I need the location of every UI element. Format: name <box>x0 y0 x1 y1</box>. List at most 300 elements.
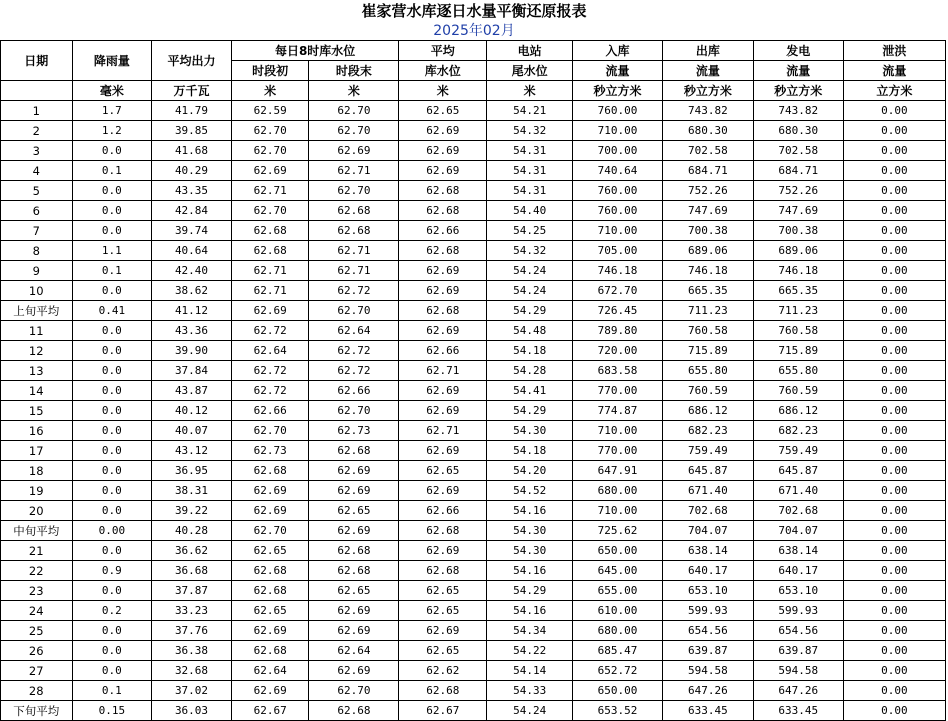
table-cell: 38.62 <box>152 281 232 301</box>
table-cell: 650.00 <box>573 681 663 701</box>
table-cell: 54.29 <box>487 581 573 601</box>
table-cell: 715.89 <box>662 341 753 361</box>
table-cell: 62.72 <box>231 321 309 341</box>
table-cell: 41.12 <box>152 301 232 321</box>
table-row <box>1 101 946 121</box>
table-cell: 36.38 <box>152 641 232 661</box>
header-station-bottom: 尾水位 <box>487 61 573 81</box>
table-cell: 0.0 <box>72 481 152 501</box>
table-cell: 0.00 <box>843 341 945 361</box>
table-cell: 62.70 <box>309 181 399 201</box>
table-row <box>1 441 946 461</box>
table-cell: 62.66 <box>399 341 487 361</box>
table-row <box>1 401 946 421</box>
table-cell: 760.00 <box>573 201 663 221</box>
table-cell: 702.58 <box>662 141 753 161</box>
table-cell: 62.72 <box>231 381 309 401</box>
table-cell: 711.23 <box>753 301 843 321</box>
table-cell: 62.71 <box>309 161 399 181</box>
header-power-top: 发电 <box>753 41 843 61</box>
table-cell: 54.25 <box>487 221 573 241</box>
table-row <box>1 501 946 521</box>
table-cell: 62.69 <box>231 481 309 501</box>
table-cell: 0.0 <box>72 641 152 661</box>
row-label-cell: 27 <box>1 661 73 681</box>
table-row <box>1 641 946 661</box>
table-cell: 40.28 <box>152 521 232 541</box>
table-cell: 0.0 <box>72 401 152 421</box>
table-cell: 54.30 <box>487 541 573 561</box>
table-cell: 54.20 <box>487 461 573 481</box>
table-cell: 62.68 <box>309 561 399 581</box>
unit-cell: 米 <box>309 81 399 101</box>
table-cell: 0.00 <box>843 301 945 321</box>
row-label-cell: 6 <box>1 201 73 221</box>
table-cell: 682.23 <box>662 421 753 441</box>
table-cell: 0.00 <box>843 161 945 181</box>
table-cell: 645.87 <box>753 461 843 481</box>
table-cell: 54.30 <box>487 421 573 441</box>
table-cell: 0.00 <box>843 421 945 441</box>
table-cell: 36.95 <box>152 461 232 481</box>
table-cell: 62.65 <box>399 101 487 121</box>
table-cell: 62.66 <box>399 221 487 241</box>
row-label-cell: 25 <box>1 621 73 641</box>
table-cell: 62.68 <box>231 641 309 661</box>
table-cell: 740.64 <box>573 161 663 181</box>
table-cell: 54.31 <box>487 141 573 161</box>
table-cell: 62.69 <box>399 401 487 421</box>
table-cell: 759.49 <box>662 441 753 461</box>
table-cell: 62.70 <box>231 521 309 541</box>
table-cell: 62.69 <box>399 541 487 561</box>
table-cell: 0.0 <box>72 321 152 341</box>
table-cell: 62.67 <box>399 701 487 721</box>
header-avg-level-top: 平均 <box>399 41 487 61</box>
table-cell: 684.71 <box>753 161 843 181</box>
table-cell: 720.00 <box>573 341 663 361</box>
table-cell: 0.9 <box>72 561 152 581</box>
table-cell: 37.02 <box>152 681 232 701</box>
table-cell: 62.69 <box>309 521 399 541</box>
row-label-cell: 4 <box>1 161 73 181</box>
header-power-bottom: 流量 <box>753 61 843 81</box>
table-cell: 774.87 <box>573 401 663 421</box>
table-cell: 62.68 <box>399 681 487 701</box>
table-cell: 62.70 <box>231 121 309 141</box>
table-cell: 655.00 <box>573 581 663 601</box>
table-cell: 747.69 <box>753 201 843 221</box>
table-cell: 62.64 <box>231 341 309 361</box>
table-cell: 39.74 <box>152 221 232 241</box>
table-cell: 62.69 <box>309 461 399 481</box>
header-station-top: 电站 <box>487 41 573 61</box>
table-row <box>1 581 946 601</box>
table-cell: 54.52 <box>487 481 573 501</box>
table-cell: 710.00 <box>573 121 663 141</box>
table-cell: 62.68 <box>309 441 399 461</box>
unit-cell-blank <box>1 81 73 101</box>
table-cell: 62.72 <box>309 281 399 301</box>
row-label-cell: 26 <box>1 641 73 661</box>
table-cell: 711.23 <box>662 301 753 321</box>
table-cell: 702.68 <box>753 501 843 521</box>
summary-row <box>1 701 946 721</box>
table-cell: 62.68 <box>309 201 399 221</box>
table-cell: 32.68 <box>152 661 232 681</box>
table-cell: 647.91 <box>573 461 663 481</box>
header-level-group: 每日8时库水位 <box>231 41 399 61</box>
table-cell: 62.69 <box>309 481 399 501</box>
table-cell: 62.68 <box>399 181 487 201</box>
row-label-cell: 20 <box>1 501 73 521</box>
table-cell: 686.12 <box>662 401 753 421</box>
row-label-cell: 28 <box>1 681 73 701</box>
row-label-cell: 3 <box>1 141 73 161</box>
table-cell: 62.69 <box>399 621 487 641</box>
table-cell: 655.80 <box>662 361 753 381</box>
table-cell: 689.06 <box>662 241 753 261</box>
row-label-cell: 5 <box>1 181 73 201</box>
table-cell: 640.17 <box>753 561 843 581</box>
table-row <box>1 541 946 561</box>
table-cell: 40.64 <box>152 241 232 261</box>
table-cell: 0.0 <box>72 661 152 681</box>
report-title: 崔家营水库逐日水量平衡还原报表 <box>361 2 587 20</box>
table-cell: 62.68 <box>231 241 309 261</box>
table-cell: 54.16 <box>487 601 573 621</box>
table-cell: 62.68 <box>399 561 487 581</box>
table-cell: 640.17 <box>662 561 753 581</box>
table-cell: 0.00 <box>843 561 945 581</box>
table-cell: 760.59 <box>662 381 753 401</box>
table-cell: 40.29 <box>152 161 232 181</box>
table-row <box>1 681 946 701</box>
table-cell: 62.68 <box>309 541 399 561</box>
table-cell: 759.49 <box>753 441 843 461</box>
unit-cell: 米 <box>231 81 309 101</box>
table-cell: 62.65 <box>231 601 309 621</box>
table-cell: 760.00 <box>573 181 663 201</box>
table-cell: 37.84 <box>152 361 232 381</box>
header-rainfall: 降雨量 <box>72 41 152 81</box>
table-cell: 0.0 <box>72 421 152 441</box>
table-cell: 54.18 <box>487 441 573 461</box>
table-cell: 0.00 <box>843 461 945 481</box>
table-cell: 62.65 <box>399 581 487 601</box>
header-inflow-top: 入库 <box>573 41 663 61</box>
table-cell: 702.68 <box>662 501 753 521</box>
table-cell: 633.45 <box>753 701 843 721</box>
table-cell: 599.93 <box>753 601 843 621</box>
row-label-cell: 1 <box>1 101 73 121</box>
table-cell: 760.00 <box>573 101 663 121</box>
row-label-cell: 17 <box>1 441 73 461</box>
table-cell: 752.26 <box>753 181 843 201</box>
table-cell: 62.59 <box>231 101 309 121</box>
table-cell: 62.72 <box>309 341 399 361</box>
table-row <box>1 121 946 141</box>
table-cell: 760.58 <box>753 321 843 341</box>
row-label-cell: 22 <box>1 561 73 581</box>
table-cell: 653.10 <box>662 581 753 601</box>
table-row <box>1 561 946 581</box>
table-cell: 62.71 <box>231 281 309 301</box>
header-row-1 <box>1 41 946 61</box>
water-balance-table <box>0 40 946 721</box>
table-cell: 54.31 <box>487 181 573 201</box>
table-cell: 715.89 <box>753 341 843 361</box>
table-cell: 62.64 <box>231 661 309 681</box>
table-cell: 704.07 <box>753 521 843 541</box>
table-cell: 54.16 <box>487 561 573 581</box>
table-cell: 639.87 <box>753 641 843 661</box>
table-row <box>1 241 946 261</box>
table-cell: 680.30 <box>753 121 843 141</box>
table-cell: 0.1 <box>72 681 152 701</box>
table-cell: 54.16 <box>487 501 573 521</box>
table-cell: 39.85 <box>152 121 232 141</box>
table-cell: 54.34 <box>487 621 573 641</box>
table-cell: 54.14 <box>487 661 573 681</box>
table-cell: 654.56 <box>662 621 753 641</box>
table-cell: 0.00 <box>843 541 945 561</box>
table-cell: 62.69 <box>399 121 487 141</box>
table-cell: 54.24 <box>487 261 573 281</box>
table-cell: 62.69 <box>399 281 487 301</box>
table-cell: 686.12 <box>753 401 843 421</box>
table-cell: 650.00 <box>573 541 663 561</box>
table-cell: 54.32 <box>487 121 573 141</box>
table-cell: 62.65 <box>309 581 399 601</box>
table-row <box>1 481 946 501</box>
table-cell: 760.58 <box>662 321 753 341</box>
table-cell: 710.00 <box>573 501 663 521</box>
table-row <box>1 281 946 301</box>
table-cell: 700.00 <box>573 141 663 161</box>
table-cell: 671.40 <box>662 481 753 501</box>
table-cell: 653.10 <box>753 581 843 601</box>
table-cell: 38.31 <box>152 481 232 501</box>
table-cell: 62.69 <box>231 621 309 641</box>
table-cell: 638.14 <box>753 541 843 561</box>
table-cell: 0.00 <box>843 661 945 681</box>
table-cell: 62.71 <box>399 421 487 441</box>
table-cell: 0.00 <box>843 521 945 541</box>
table-cell: 37.87 <box>152 581 232 601</box>
table-cell: 62.64 <box>309 321 399 341</box>
table-cell: 746.18 <box>753 261 843 281</box>
table-cell: 680.30 <box>662 121 753 141</box>
table-cell: 743.82 <box>753 101 843 121</box>
row-label-cell: 21 <box>1 541 73 561</box>
table-row <box>1 221 946 241</box>
table-cell: 62.68 <box>399 301 487 321</box>
table-row <box>1 461 946 481</box>
table-cell: 0.0 <box>72 341 152 361</box>
table-cell: 41.79 <box>152 101 232 121</box>
table-cell: 62.70 <box>309 301 399 321</box>
unit-cell: 米 <box>487 81 573 101</box>
table-cell: 725.62 <box>573 521 663 541</box>
table-cell: 700.38 <box>753 221 843 241</box>
table-cell: 645.00 <box>573 561 663 581</box>
table-cell: 594.58 <box>662 661 753 681</box>
table-cell: 54.33 <box>487 681 573 701</box>
table-cell: 599.93 <box>662 601 753 621</box>
table-cell: 62.68 <box>231 461 309 481</box>
table-cell: 62.66 <box>231 401 309 421</box>
table-cell: 0.00 <box>843 141 945 161</box>
table-cell: 62.69 <box>231 681 309 701</box>
table-cell: 54.21 <box>487 101 573 121</box>
unit-cell: 毫米 <box>72 81 152 101</box>
table-row <box>1 341 946 361</box>
table-cell: 671.40 <box>753 481 843 501</box>
table-cell: 54.24 <box>487 281 573 301</box>
table-cell: 0.0 <box>72 581 152 601</box>
unit-cell: 万千瓦 <box>152 81 232 101</box>
table-cell: 33.23 <box>152 601 232 621</box>
header-level-end: 时段末 <box>309 61 399 81</box>
table-cell: 62.68 <box>399 521 487 541</box>
table-cell: 62.65 <box>231 541 309 561</box>
table-cell: 770.00 <box>573 381 663 401</box>
header-inflow-bottom: 流量 <box>573 61 663 81</box>
header-date: 日期 <box>1 41 73 81</box>
table-cell: 0.0 <box>72 461 152 481</box>
row-label-cell: 8 <box>1 241 73 261</box>
table-cell: 680.00 <box>573 621 663 641</box>
table-row <box>1 621 946 641</box>
table-cell: 54.28 <box>487 361 573 381</box>
table-cell: 62.65 <box>399 461 487 481</box>
table-cell: 594.58 <box>753 661 843 681</box>
table-cell: 665.35 <box>662 281 753 301</box>
header-avg-output: 平均出力 <box>152 41 232 81</box>
table-cell: 62.69 <box>309 621 399 641</box>
table-row <box>1 201 946 221</box>
table-cell: 54.29 <box>487 301 573 321</box>
table-cell: 43.12 <box>152 441 232 461</box>
table-row <box>1 661 946 681</box>
table-cell: 0.00 <box>843 621 945 641</box>
row-label-cell: 下旬平均 <box>1 701 73 721</box>
table-row <box>1 181 946 201</box>
table-cell: 62.69 <box>399 441 487 461</box>
table-cell: 0.0 <box>72 381 152 401</box>
table-row <box>1 381 946 401</box>
table-cell: 62.69 <box>399 141 487 161</box>
table-cell: 746.18 <box>662 261 753 281</box>
row-label-cell: 上旬平均 <box>1 301 73 321</box>
table-row <box>1 261 946 281</box>
table-cell: 54.32 <box>487 241 573 261</box>
table-cell: 710.00 <box>573 421 663 441</box>
table-cell: 0.00 <box>843 401 945 421</box>
table-cell: 746.18 <box>573 261 663 281</box>
table-cell: 633.45 <box>662 701 753 721</box>
table-cell: 62.70 <box>231 141 309 161</box>
table-cell: 0.00 <box>843 241 945 261</box>
header-outflow-top: 出库 <box>662 41 753 61</box>
table-cell: 0.00 <box>843 281 945 301</box>
table-cell: 62.69 <box>231 501 309 521</box>
table-cell: 0.00 <box>843 361 945 381</box>
table-cell: 62.70 <box>309 101 399 121</box>
table-cell: 0.15 <box>72 701 152 721</box>
header-avg-level-bottom: 库水位 <box>399 61 487 81</box>
table-row <box>1 601 946 621</box>
table-cell: 62.73 <box>231 441 309 461</box>
table-cell: 39.90 <box>152 341 232 361</box>
report-period: 2025年02月 <box>433 23 515 39</box>
table-cell: 54.48 <box>487 321 573 341</box>
table-cell: 647.26 <box>662 681 753 701</box>
table-cell: 638.14 <box>662 541 753 561</box>
table-cell: 62.68 <box>309 701 399 721</box>
table-cell: 0.0 <box>72 361 152 381</box>
table-cell: 62.69 <box>399 321 487 341</box>
table-cell: 62.73 <box>309 421 399 441</box>
table-cell: 0.1 <box>72 161 152 181</box>
table-cell: 54.24 <box>487 701 573 721</box>
unit-cell: 米 <box>399 81 487 101</box>
table-cell: 62.69 <box>399 161 487 181</box>
table-cell: 62.70 <box>231 201 309 221</box>
table-cell: 54.18 <box>487 341 573 361</box>
table-cell: 36.68 <box>152 561 232 581</box>
table-cell: 62.68 <box>231 581 309 601</box>
table-cell: 42.84 <box>152 201 232 221</box>
table-cell: 43.87 <box>152 381 232 401</box>
table-cell: 62.68 <box>231 221 309 241</box>
table-cell: 645.87 <box>662 461 753 481</box>
unit-cell: 秒立方米 <box>753 81 843 101</box>
table-cell: 702.58 <box>753 141 843 161</box>
table-cell: 0.00 <box>843 601 945 621</box>
table-cell: 0.0 <box>72 281 152 301</box>
table-cell: 672.70 <box>573 281 663 301</box>
table-cell: 0.00 <box>72 521 152 541</box>
table-cell: 760.59 <box>753 381 843 401</box>
table-cell: 682.23 <box>753 421 843 441</box>
table-cell: 36.62 <box>152 541 232 561</box>
table-cell: 62.66 <box>399 501 487 521</box>
table-cell: 62.69 <box>399 481 487 501</box>
table-cell: 0.00 <box>843 181 945 201</box>
table-cell: 0.00 <box>843 381 945 401</box>
table-cell: 726.45 <box>573 301 663 321</box>
table-cell: 62.70 <box>231 421 309 441</box>
table-cell: 1.7 <box>72 101 152 121</box>
table-cell: 39.22 <box>152 501 232 521</box>
table-cell: 62.71 <box>399 361 487 381</box>
unit-cell: 立方米 <box>843 81 945 101</box>
row-label-cell: 7 <box>1 221 73 241</box>
row-label-cell: 10 <box>1 281 73 301</box>
table-cell: 62.71 <box>231 261 309 281</box>
table-cell: 62.66 <box>309 381 399 401</box>
table-cell: 0.0 <box>72 181 152 201</box>
table-cell: 62.69 <box>309 661 399 681</box>
table-cell: 0.00 <box>843 261 945 281</box>
table-cell: 0.0 <box>72 141 152 161</box>
table-cell: 40.07 <box>152 421 232 441</box>
table-cell: 62.68 <box>231 561 309 581</box>
table-cell: 710.00 <box>573 221 663 241</box>
header-level-start: 时段初 <box>231 61 309 81</box>
